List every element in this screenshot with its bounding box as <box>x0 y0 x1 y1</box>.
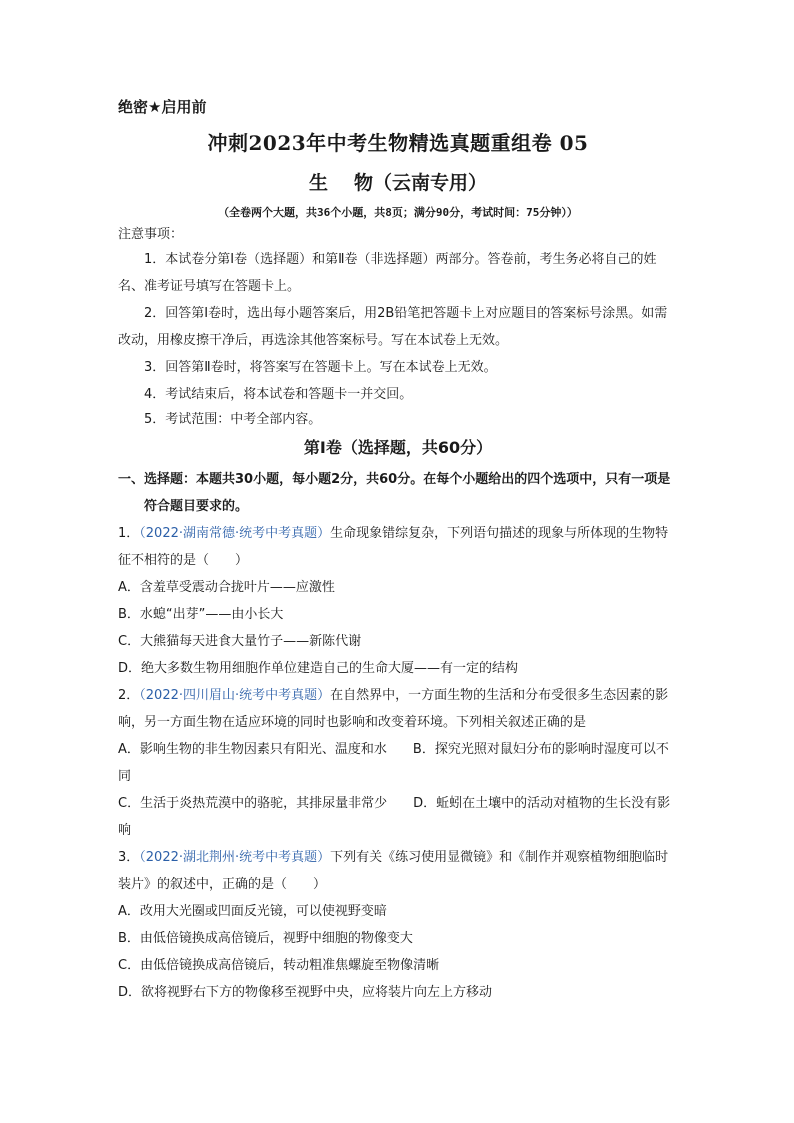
section-title: 第Ⅰ卷（选择题，共60分） <box>303 438 493 457</box>
q1-option-c: C．大熊猫每天进食大量竹子——新陈代谢 <box>118 634 362 649</box>
q2-option-a: A．影响生物的非生物因素只有阳光、温度和水 <box>118 742 387 757</box>
q2-option-c: C．生活于炎热荒漠中的骆驼，其排尿量非常少 <box>118 796 388 811</box>
q2-options-ab <box>118 736 678 790</box>
notice-item-2: 2．回答第Ⅰ卷时，选出每小题答案后，用2B铅笔把答题卡上对应题目的答案标号涂黑。如需改动，用橡皮擦干净后，再选涂其他答案标号。写在本试卷上无效。 <box>118 306 668 348</box>
question-source: （2022·四川眉山·统考中考真题） <box>139 688 331 703</box>
exam-subtitle <box>118 168 678 198</box>
exam-title: 冲刺2023年中考生物精选真题重组卷 05 <box>207 131 589 155</box>
q3-option-d: D．欲将视野右下方的物像移至视野中央，应将装片向左上方移动 <box>118 985 493 1000</box>
q2-option-d: D．蚯蚓在土壤中的活动对植物的生长没有影响 <box>118 796 671 838</box>
q1-option-b: B．水螅“出芽”——由小长大 <box>118 607 284 622</box>
q3-option-b: B．由低倍镜换成高倍镜后，视野中细胞的物像变大 <box>118 931 413 946</box>
question-3 <box>118 844 678 898</box>
q2-options-cd <box>118 790 678 844</box>
q2-option-b: B．探究光照对鼠妇分布的影响时湿度可以不同 <box>118 742 669 784</box>
exam-info: （全卷两个大题，共36个小题，共8页；满分90分，考试时间：75分钟）） <box>218 206 578 219</box>
question-number: 3． <box>118 850 140 865</box>
notice-title: 注意事项： <box>118 227 184 242</box>
notice-item-5: 5．考试范围：中考全部内容。 <box>144 412 322 427</box>
question-number: 1． <box>118 526 140 541</box>
q3-option-c: C．由低倍镜换成高倍镜后，转动粗准焦螺旋至物像清晰 <box>118 958 440 973</box>
secret-label: 绝密★启用前 <box>118 98 207 116</box>
question-source: （2022·湖北荆州·统考中考真题） <box>139 850 331 865</box>
question-2 <box>118 682 678 736</box>
q3-option-a: A．改用大光圈或凹面反光镜，可以使视野变暗 <box>118 904 387 919</box>
subtitle-subject-b: 物（云南专用） <box>354 172 488 194</box>
question-stem: 生命现象错综复杂，下列语句描述的现象与所体现的生物特征不相符的是（ ） <box>118 526 669 568</box>
subtitle-subject-a: 生 <box>308 172 328 194</box>
question-source: （2022·湖南常德·统考中考真题） <box>139 526 331 541</box>
question-stem: 下列有关《练习使用显微镜》和《制作并观察植物细胞临时装片》的叙述中，正确的是（ ） <box>118 850 669 892</box>
question-1 <box>118 520 678 574</box>
question-number: 2． <box>118 688 140 703</box>
q1-option-a: A．含羞草受震动合拢叶片——应激性 <box>118 580 335 595</box>
q1-option-d: D．绝大多数生物用细胞作单位建造自己的生命大厦——有一定的结构 <box>118 661 519 676</box>
notice-item-1: 1．本试卷分第Ⅰ卷（选择题）和第Ⅱ卷（非选择题）两部分。答卷前，考生务必将自己的姓名、准考证号填写在答题卡上。 <box>118 252 657 294</box>
exam-page <box>118 96 678 1006</box>
question-stem: 在自然界中，一方面生物的生活和分布受很多生态因素的影响，另一方面生物在适应环境的同时也影响和改变着环境。下列相关叙述正确的是 <box>118 688 669 730</box>
notice-item-4: 4．考试结束后，将本试卷和答题卡一并交回。 <box>144 387 413 402</box>
notice-item-3: 3．回答第Ⅱ卷时，将答案写在答题卡上。写在本试卷上无效。 <box>144 360 497 375</box>
part-heading: 一、选择题：本题共30小题，每小题2分，共60分。在每个小题给出的四个选项中，只有一项是符合题目要求的。 <box>118 472 671 514</box>
